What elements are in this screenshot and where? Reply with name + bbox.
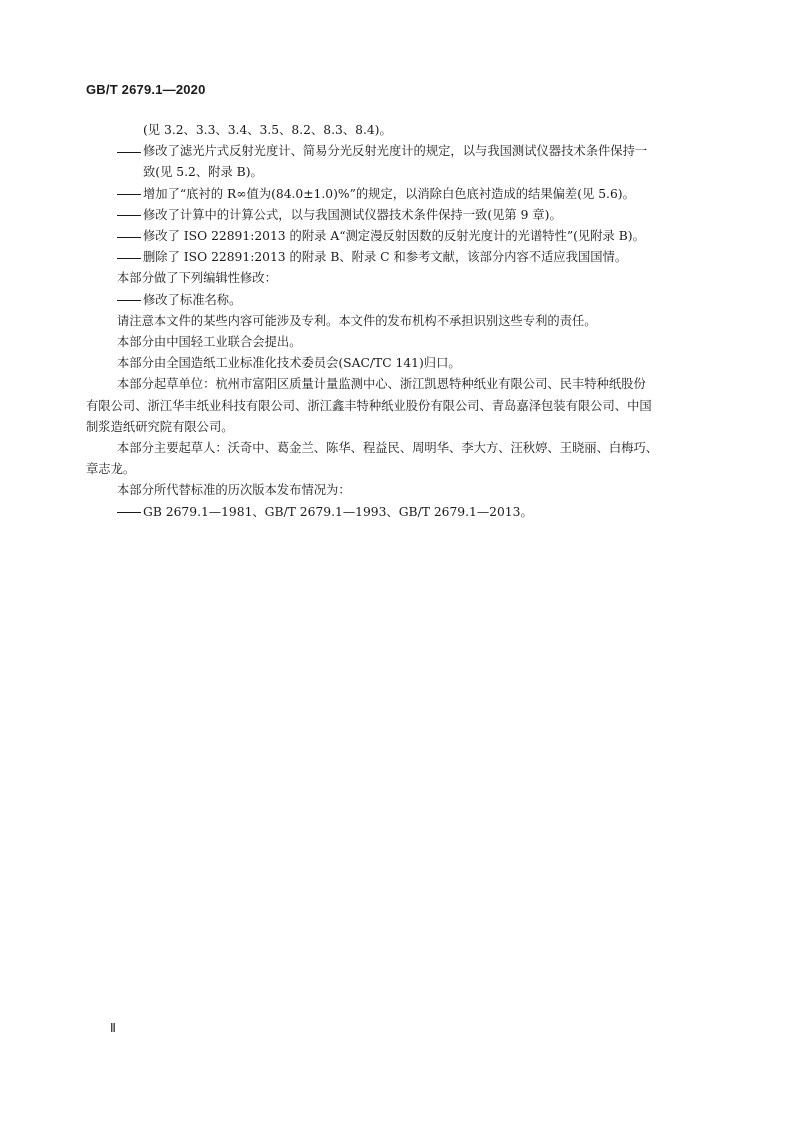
change-item-text: 删除了 ISO 22891:2013 的附录 B、附录 C 和参考文献，该部分内容不适应我国国情。 <box>143 250 628 265</box>
change-item-text: 修改了滤光片式反射光度计、简易分光反射光度计的规定，以与我国测试仪器技术条件保持一 <box>143 144 648 159</box>
proposed-by: 本部分由中国轻工业联合会提出。 <box>117 335 302 350</box>
change-item-text: 修改了计算中的计算公式，以与我国测试仪器技术条件保持一致(见第 9 章)。 <box>143 207 562 222</box>
history-intro: 本部分所代替标准的历次版本发布情况为： <box>117 483 351 498</box>
continuation-line: (见 3.2、3.3、3.4、3.5、8.2、8.3、8.4)。 <box>143 123 392 137</box>
patent-notice: 请注意本文件的某些内容可能涉及专利。本文件的发布机构不承担识别这些专利的责任。 <box>117 313 597 328</box>
page-number: Ⅱ <box>110 1021 116 1035</box>
drafting-units-line: 制浆造纸研究院有限公司。 <box>86 419 234 434</box>
change-item-text: 修改了 ISO 22891:2013 的附录 A“测定漫反射因数的反射光度计的光谱特性”(见附录 B)。 <box>143 229 645 244</box>
change-item <box>86 247 711 268</box>
dash-marker <box>86 290 117 311</box>
document-id-header: GB/T 2679.1—2020 <box>86 82 206 97</box>
editorial-change-text: 修改了标准名称。 <box>143 292 242 307</box>
change-item <box>86 226 711 247</box>
change-item <box>86 205 711 226</box>
dash-marker <box>86 205 117 226</box>
history-text: GB 2679.1—1981、GB/T 2679.1—1993、GB/T 2679.1—2013。 <box>143 504 533 519</box>
dash-marker <box>86 141 117 162</box>
change-item <box>86 184 711 205</box>
editorial-change-item <box>86 290 711 311</box>
dash-marker <box>86 502 117 523</box>
managed-by: 本部分由全国造纸工业标准化技术委员会(SAC/TC 141)归口。 <box>117 356 461 371</box>
foreword-body <box>86 120 711 523</box>
drafters-line: 章志龙。 <box>86 462 136 477</box>
editorial-intro: 本部分做了下列编辑性修改： <box>117 271 277 286</box>
dash-marker <box>86 184 117 205</box>
drafting-units-line: 本部分起草单位：杭州市富阳区质量计量监测中心、浙江凯恩特种纸业有限公司、民丰特种纸股份 <box>117 377 646 392</box>
drafters-line: 本部分主要起草人：沃奇中、葛金兰、陈华、程益民、周明华、李大方、汪秋婷、王晓丽、白梅巧、 <box>117 441 659 456</box>
history-item <box>86 502 711 523</box>
change-item <box>86 141 711 162</box>
drafting-units-line: 有限公司、浙江华丰纸业科技有限公司、浙江鑫丰特种纸业股份有限公司、青岛嘉泽包装有限公司、中国 <box>86 398 652 413</box>
change-item-text: 增加了“底衬的 R∞值为(84.0±1.0)%”的规定，以消除白色底衬造成的结果偏差(见 5.6)。 <box>143 186 635 201</box>
change-item-continuation: 致(见 5.2、附录 B)。 <box>143 165 263 180</box>
dash-marker <box>86 247 117 268</box>
dash-marker <box>86 226 117 247</box>
